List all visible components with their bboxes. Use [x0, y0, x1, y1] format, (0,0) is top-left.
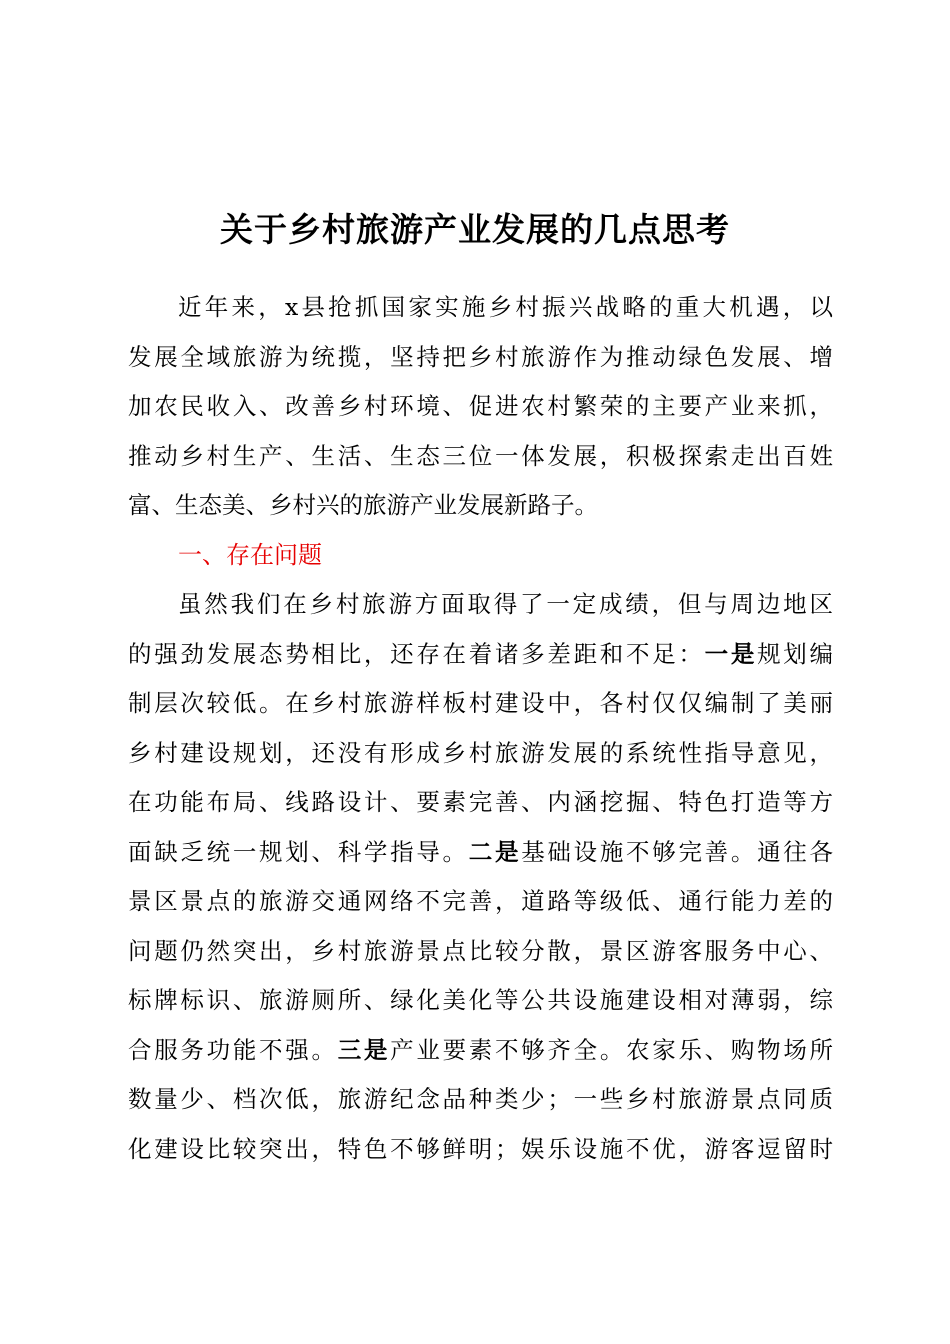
paragraph-line [128, 828, 833, 878]
paragraph-line: 景区景点的旅游交通网络不完善，道路等级低、通行能力差的 [128, 887, 833, 915]
text-run: 产业要素不够齐全。农家乐、购物场所 [390, 1035, 834, 1064]
text-run: 面缺乏统一规划、科学指导。 [128, 837, 469, 866]
paragraph-line: 富、生态美、乡村兴的旅游产业发展新路子。 [128, 491, 598, 519]
paragraph-line [128, 1026, 833, 1076]
section-heading: 一、存在问题 [178, 540, 322, 569]
bold-marker: 一是 [704, 639, 758, 668]
paragraph-line: 化建设比较突出，特色不够鲜明；娱乐设施不优，游客逗留时 [128, 1134, 833, 1163]
paragraph-line: 在功能布局、线路设计、要素完善、内涵挖掘、特色打造等方 [128, 788, 833, 816]
bold-marker: 二是 [468, 837, 522, 866]
paragraph-line: 近年来，x县抢抓国家实施乡村振兴战略的重大机遇，以 [178, 293, 833, 321]
paragraph-line: 加农民收入、改善乡村环境、促进农村繁荣的主要产业来抓， [128, 392, 833, 420]
paragraph-line: 发展全域旅游为统揽，坚持把乡村旅游作为推动绿色发展、增 [128, 342, 833, 371]
paragraph-line: 数量少、档次低，旅游纪念品种类少；一些乡村旅游景点同质 [128, 1085, 833, 1113]
bold-marker: 三是 [337, 1035, 391, 1064]
paragraph-line: 推动乡村生产、生活、生态三位一体发展，积极探索走出百姓 [128, 441, 833, 470]
paragraph-line: 虽然我们在乡村旅游方面取得了一定成绩，但与周边地区 [178, 590, 833, 618]
text-run: 规划编 [757, 639, 834, 668]
document-body [128, 283, 833, 1174]
document-title: 关于乡村旅游产业发展的几点思考 [220, 210, 730, 249]
paragraph-line: 制层次较低。在乡村旅游样板村建设中，各村仅仅编制了美丽 [128, 689, 833, 717]
paragraph-line [128, 630, 833, 680]
paragraph-line: 乡村建设规划，还没有形成乡村旅游发展的系统性指导意见， [128, 738, 833, 767]
paragraph-line: 问题仍然突出，乡村旅游景点比较分散，景区游客服务中心、 [128, 936, 833, 965]
text-run: 的强劲发展态势相比，还存在着诸多差距和不足： [128, 639, 705, 668]
paragraph-line: 标牌标识、旅游厕所、绿化美化等公共设施建设相对薄弱，综 [128, 986, 833, 1014]
text-run: 合服务功能不强。 [128, 1035, 338, 1064]
text-run: 基础设施不够完善。通往各 [521, 837, 834, 866]
